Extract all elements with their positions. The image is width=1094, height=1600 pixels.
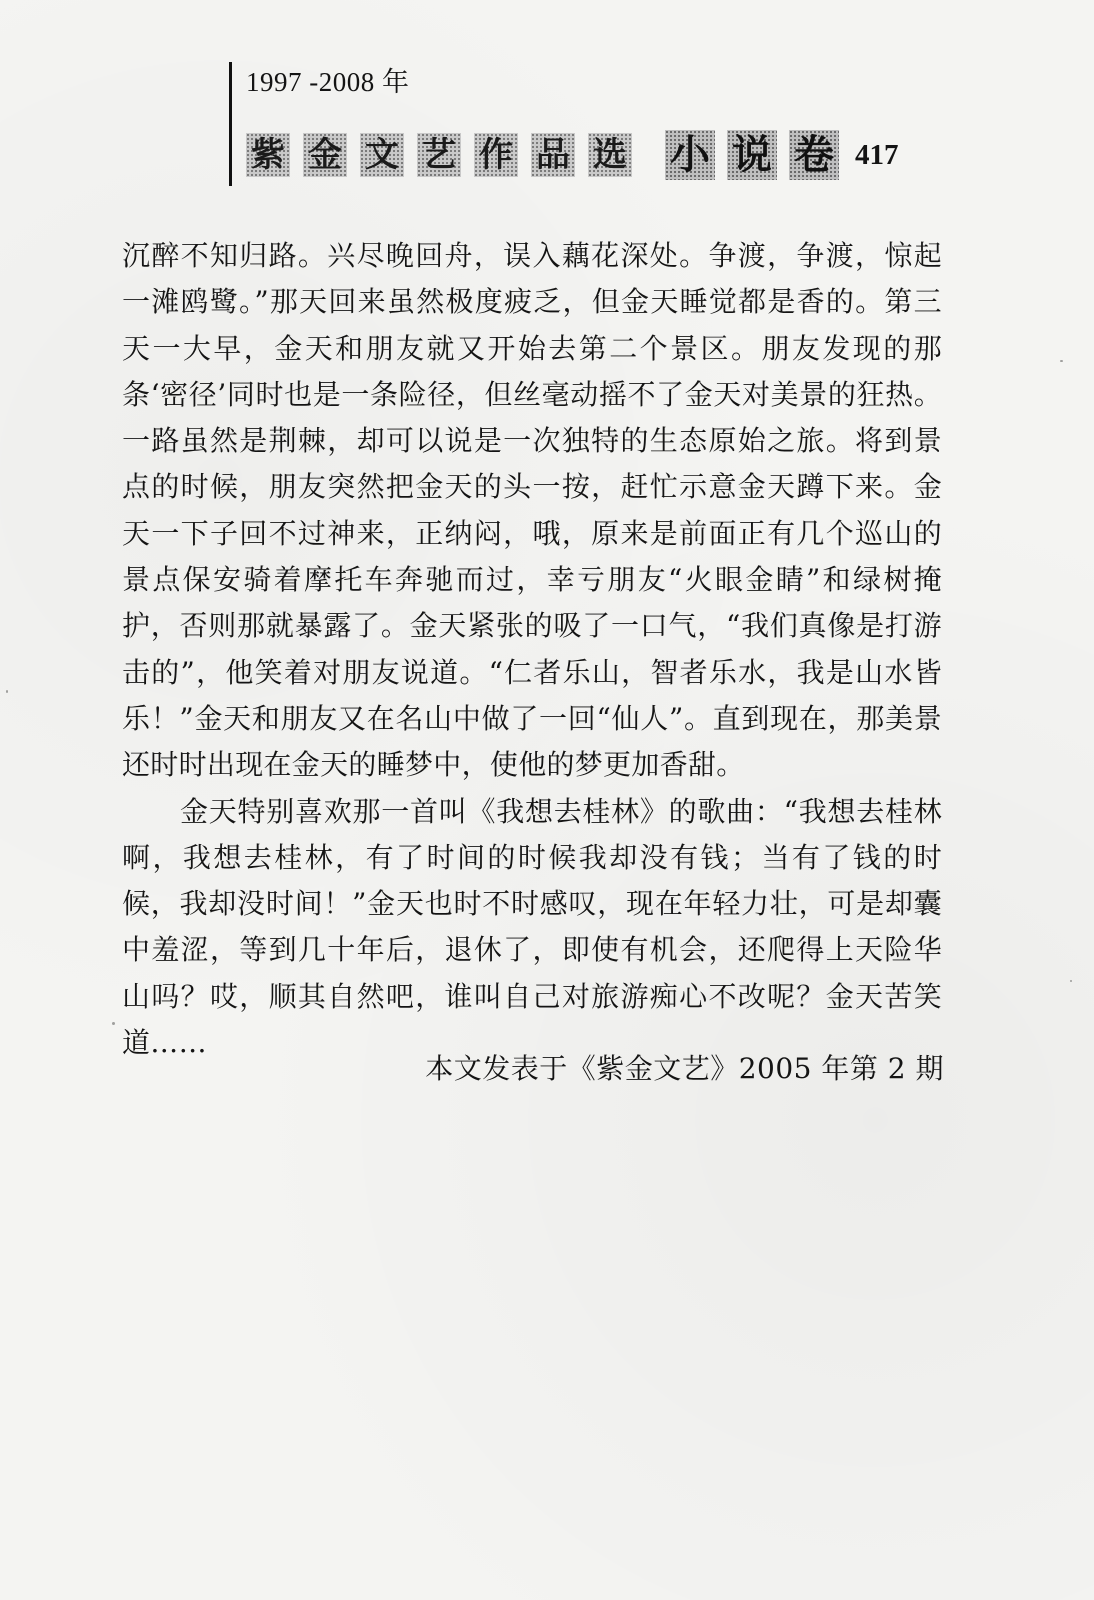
series-char: 艺 (417, 133, 461, 177)
page-number: 417 (855, 139, 899, 171)
scan-speck (6, 690, 8, 693)
header-title-band (246, 130, 899, 180)
series-char: 选 (588, 133, 632, 177)
series-char: 文 (360, 133, 404, 177)
paragraph: 沉醉不知归路。兴尽晚回舟，误入藕花深处。争渡，争渡，惊起一滩鸥鹭。”那天回来虽然极度疲乏，但金天睡觉都是香的。第三天一大早，金天和朋友就又开始去第二个景区。朋友发现的那条‘密径’同时也是一条险径，但丝毫动摇不了金天对美景的狂热。一路虽然是荆棘，却可以说是一次独特的生态原始之旅。将到景点的时候，朋友突然把金天的头一按，赶忙示意金天蹲下来。金天一下子回不过神来，正纳闷，哦，原来是前面正有几个巡山的景点保安骑着摩托车奔驰而过，幸亏朋友“火眼金睛”和绿树掩护，否则那就暴露了。金天紧张的吸了一口气，“我们真像是打游击的”，他笑着对朋友说道。“仁者乐山，智者乐水，我是山水皆乐！”金天和朋友又在名山中做了一回“仙人”。直到现在，那美景还时时出现在金天的睡梦中，使他的梦更加香甜。 (122, 239, 942, 782)
volume-char: 说 (727, 130, 777, 180)
volume-char: 小 (665, 130, 715, 180)
scan-speck (1070, 980, 1072, 982)
scan-speck (1060, 360, 1063, 362)
header-years: 1997 -2008 年 (246, 67, 410, 97)
volume-char: 卷 (789, 130, 839, 180)
header-vertical-rule (229, 62, 232, 186)
series-char: 紫 (246, 133, 290, 177)
series-char: 品 (531, 133, 575, 177)
source-note: 本文发表于《紫金文艺》2005 年第 2 期 (425, 1052, 944, 1085)
series-char: 作 (474, 133, 518, 177)
scan-speck (112, 1022, 115, 1025)
body-text (122, 233, 942, 1066)
paragraph: 金天特别喜欢那一首叫《我想去桂林》的歌曲：“我想去桂林啊，我想去桂林，有了时间的时候我却没有钱；当有了钱的时候，我却没时间！”金天也时不时感叹，现在年轻力壮，可是却囊中羞涩，等到几十年后，退休了，即使有机会，还爬得上天险华山吗？哎，顺其自然吧，谁叫自己对旅游痴心不改呢？金天苦笑道…… (122, 794, 942, 1060)
series-char: 金 (303, 133, 347, 177)
